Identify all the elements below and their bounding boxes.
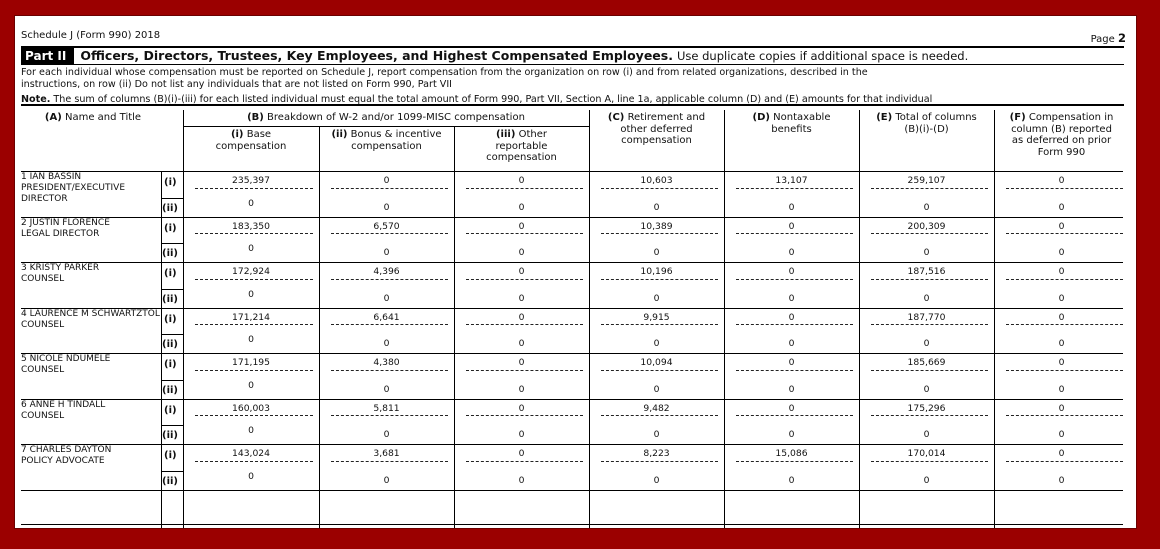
cell-f-ii: 0 bbox=[1058, 338, 1065, 350]
part-tag: Part II bbox=[21, 48, 74, 64]
row-label-i: (i) bbox=[164, 268, 177, 279]
cell-bii-ii: 0 bbox=[383, 383, 390, 395]
person-title: COUNSEL bbox=[21, 365, 65, 375]
cell-f-ii: 0 bbox=[1058, 474, 1065, 486]
cell-biii-i: 0 bbox=[518, 311, 525, 323]
cell-c-ii: 0 bbox=[653, 383, 660, 395]
cell-bii-i: 5,811 bbox=[373, 402, 400, 414]
row-label-i: (i) bbox=[164, 313, 177, 325]
dashed-separator bbox=[601, 188, 718, 189]
cell-d-ii: 0 bbox=[788, 474, 795, 486]
dashed-separator bbox=[195, 370, 313, 371]
grid-hline-label-mid bbox=[161, 380, 183, 381]
cell-biii-ii: 0 bbox=[518, 474, 525, 486]
cell-d-ii: 0 bbox=[788, 429, 795, 441]
col-d-header: (D) Nontaxable benefits bbox=[752, 112, 831, 135]
cell-c-i: 10,603 bbox=[640, 175, 673, 186]
cell-e-ii: 0 bbox=[923, 429, 930, 441]
dashed-separator bbox=[331, 415, 448, 416]
dashed-separator bbox=[466, 415, 583, 416]
cell-bii-ii: 0 bbox=[383, 429, 390, 441]
dashed-separator bbox=[601, 279, 718, 280]
cell-biii-ii: 0 bbox=[518, 429, 525, 441]
person-name: 7 CHARLES DAYTON bbox=[21, 445, 112, 455]
dashed-separator bbox=[1006, 415, 1123, 416]
dashed-separator bbox=[195, 324, 313, 325]
instructions-line-1: For each individual whose compensation must be reported on Schedule J, report compensation from the organization on row (i) and from related organizations, described in the bbox=[21, 67, 868, 78]
dashed-separator bbox=[331, 324, 448, 325]
person-name: 2 JUSTIN FLORENCE bbox=[21, 217, 110, 228]
cell-e-i: 185,669 bbox=[907, 357, 946, 368]
cell-bi-ii: 0 bbox=[248, 243, 254, 255]
cell-f-ii: 0 bbox=[1058, 247, 1065, 259]
dashed-separator bbox=[195, 279, 313, 280]
cell-c-i: 10,196 bbox=[640, 266, 673, 277]
cell-bi-ii: 0 bbox=[248, 334, 254, 346]
part-subtitle: Use duplicate copies if additional space is needed. bbox=[676, 49, 969, 63]
cell-c-ii: 0 bbox=[653, 201, 660, 213]
person-name: 3 KRISTY PARKER bbox=[21, 263, 100, 273]
dashed-separator bbox=[195, 461, 313, 462]
person-title: POLICY ADVOCATE bbox=[21, 456, 105, 466]
cell-f-ii: 0 bbox=[1058, 292, 1065, 304]
cell-c-ii: 0 bbox=[653, 247, 660, 259]
grid-hline-label-mid bbox=[161, 289, 183, 290]
dashed-separator bbox=[736, 233, 853, 234]
row-label-i: (i) bbox=[164, 450, 177, 461]
dashed-separator bbox=[1006, 370, 1123, 371]
cell-c-ii: 0 bbox=[653, 292, 660, 304]
cell-d-ii: 0 bbox=[788, 247, 795, 259]
dashed-separator bbox=[195, 188, 313, 189]
row-label-i: (i) bbox=[164, 359, 177, 370]
cell-d-i: 15,086 bbox=[775, 448, 808, 459]
cell-bi-i: 143,024 bbox=[232, 448, 270, 459]
cell-f-ii: 0 bbox=[1058, 201, 1065, 213]
grid-vline bbox=[454, 127, 455, 529]
cell-biii-ii: 0 bbox=[518, 247, 525, 259]
cell-bii-i: 0 bbox=[383, 175, 390, 186]
grid-hline-label-mid bbox=[161, 243, 183, 244]
dashed-separator bbox=[736, 370, 853, 371]
col-bii-header: (ii) Bonus & incentive compensation bbox=[331, 129, 442, 152]
cell-d-ii: 0 bbox=[788, 292, 795, 304]
person-name: 1 IAN BASSIN bbox=[21, 172, 82, 182]
dashed-separator bbox=[736, 415, 853, 416]
cell-f-ii: 0 bbox=[1058, 429, 1065, 441]
cell-bi-i: 171,214 bbox=[232, 311, 270, 323]
dashed-separator bbox=[1006, 324, 1123, 325]
part-title: Officers, Directors, Trustees, Key Employees, and Highest Compensated Employees. bbox=[80, 48, 673, 63]
dashed-separator bbox=[466, 461, 583, 462]
cell-e-ii: 0 bbox=[923, 474, 930, 486]
page-label: Page bbox=[1090, 34, 1115, 45]
dashed-separator bbox=[195, 415, 313, 416]
cell-f-i: 0 bbox=[1058, 175, 1065, 186]
dashed-separator bbox=[601, 233, 718, 234]
cell-bii-i: 3,681 bbox=[373, 448, 400, 459]
cell-e-ii: 0 bbox=[923, 292, 930, 304]
row-label-i: (i) bbox=[164, 404, 177, 416]
cell-bii-ii: 0 bbox=[383, 247, 390, 259]
row-label-i: (i) bbox=[164, 177, 177, 188]
cell-bii-i: 6,641 bbox=[373, 311, 400, 323]
cell-bi-i: 160,003 bbox=[232, 402, 270, 414]
dashed-separator bbox=[871, 279, 988, 280]
cell-biii-i: 0 bbox=[518, 266, 525, 277]
part-heading bbox=[21, 46, 1124, 65]
cell-e-i: 200,309 bbox=[907, 220, 946, 232]
dashed-separator bbox=[466, 370, 583, 371]
dashed-separator bbox=[736, 461, 853, 462]
cell-d-ii: 0 bbox=[788, 338, 795, 350]
cell-e-i: 259,107 bbox=[907, 175, 946, 186]
dashed-separator bbox=[871, 461, 988, 462]
person-title: COUNSEL bbox=[21, 274, 65, 284]
grid-hline-label-mid bbox=[161, 425, 183, 426]
grid-hline-row bbox=[21, 444, 1123, 445]
cell-c-ii: 0 bbox=[653, 338, 660, 350]
row-label-ii: (ii) bbox=[162, 248, 178, 260]
dashed-separator bbox=[601, 461, 718, 462]
cell-e-ii: 0 bbox=[923, 247, 930, 259]
cell-bii-ii: 0 bbox=[383, 474, 390, 486]
page-indicator bbox=[1091, 31, 1126, 45]
cell-bii-i: 4,396 bbox=[373, 266, 400, 277]
cell-biii-i: 0 bbox=[518, 402, 525, 414]
cell-d-i: 13,107 bbox=[775, 175, 808, 186]
person-title: COUNSEL bbox=[21, 410, 65, 421]
dashed-separator bbox=[466, 279, 583, 280]
cell-bii-i: 4,380 bbox=[373, 357, 400, 368]
note-text: The sum of columns (B)(i)-(iii) for each listed individual must equal the total amount of Form 990, Part VII, Section A, line 1a, applicable column (D) and (E) amounts for that individual bbox=[53, 94, 933, 105]
cell-biii-i: 0 bbox=[518, 357, 525, 368]
cell-bi-i: 171,195 bbox=[232, 357, 270, 368]
dashed-separator bbox=[601, 415, 718, 416]
grid-hline-header-bottom bbox=[21, 171, 1123, 172]
cell-biii-i: 0 bbox=[518, 220, 525, 232]
cell-f-ii: 0 bbox=[1058, 383, 1065, 395]
row-label-ii: (ii) bbox=[162, 475, 178, 487]
cell-biii-ii: 0 bbox=[518, 292, 525, 304]
cell-c-i: 8,223 bbox=[643, 448, 670, 459]
dashed-separator bbox=[871, 188, 988, 189]
dashed-separator bbox=[1006, 461, 1123, 462]
dashed-separator bbox=[1006, 188, 1123, 189]
cell-f-i: 0 bbox=[1058, 220, 1065, 232]
cell-e-i: 170,014 bbox=[907, 448, 946, 459]
cell-f-i: 0 bbox=[1058, 311, 1065, 323]
dashed-separator bbox=[331, 188, 448, 189]
dashed-separator bbox=[1006, 233, 1123, 234]
dashed-separator bbox=[871, 415, 988, 416]
person-name: 6 ANNE H TINDALL bbox=[21, 399, 106, 410]
col-c-header: (C) Retirement and other deferred compensation bbox=[607, 112, 706, 146]
dashed-separator bbox=[331, 370, 448, 371]
cell-f-i: 0 bbox=[1058, 402, 1065, 414]
grid-hline-blank bbox=[21, 524, 1123, 525]
cell-d-i: 0 bbox=[788, 220, 795, 232]
grid-hline-row bbox=[21, 308, 1123, 309]
cell-e-i: 175,296 bbox=[907, 402, 946, 414]
cell-c-ii: 0 bbox=[653, 474, 660, 486]
cell-bi-ii: 0 bbox=[248, 288, 254, 300]
cell-c-ii: 0 bbox=[653, 429, 660, 441]
cell-e-i: 187,770 bbox=[907, 311, 946, 323]
grid-hline-row bbox=[21, 262, 1123, 263]
dashed-separator bbox=[331, 233, 448, 234]
grid-hline-row bbox=[21, 217, 1123, 218]
cell-e-ii: 0 bbox=[923, 383, 930, 395]
col-biii-header: (iii) Other reportable compensation bbox=[486, 129, 557, 163]
cell-biii-i: 0 bbox=[518, 175, 525, 186]
dashed-separator bbox=[1006, 279, 1123, 280]
cell-e-ii: 0 bbox=[923, 338, 930, 350]
person-title: COUNSEL bbox=[21, 319, 65, 330]
cell-c-i: 10,094 bbox=[640, 357, 673, 368]
cell-bii-ii: 0 bbox=[383, 292, 390, 304]
row-label-ii: (ii) bbox=[162, 293, 178, 305]
cell-biii-ii: 0 bbox=[518, 338, 525, 350]
dashed-separator bbox=[466, 188, 583, 189]
schedule-label: Schedule J (Form 990) 2018 bbox=[21, 30, 161, 41]
dashed-separator bbox=[601, 370, 718, 371]
cell-biii-ii: 0 bbox=[518, 383, 525, 395]
cell-f-i: 0 bbox=[1058, 448, 1065, 459]
person-name: 4 LAURENCE M SCHWARTZTOL bbox=[21, 308, 160, 319]
cell-bi-i: 183,350 bbox=[232, 220, 270, 232]
cell-bi-ii: 0 bbox=[248, 425, 254, 437]
cell-bi-ii: 0 bbox=[248, 470, 254, 482]
grid-hline-label-mid bbox=[161, 471, 183, 472]
grid-hline-b-sub bbox=[183, 126, 589, 127]
dashed-separator bbox=[195, 233, 313, 234]
cell-biii-i: 0 bbox=[518, 448, 525, 459]
page-header bbox=[21, 30, 1130, 44]
cell-bii-ii: 0 bbox=[383, 338, 390, 350]
person-name: 5 NICOLE NDUMELE bbox=[21, 354, 111, 364]
dashed-separator bbox=[466, 324, 583, 325]
grid-vline bbox=[319, 127, 320, 529]
col-f-header: (F) Compensation in column (B) reported as deferred on prior Form 990 bbox=[1009, 112, 1114, 158]
form-page bbox=[14, 15, 1137, 529]
dashed-separator bbox=[466, 233, 583, 234]
cell-c-i: 9,915 bbox=[643, 311, 670, 323]
cell-d-i: 0 bbox=[788, 266, 795, 277]
cell-f-i: 0 bbox=[1058, 266, 1065, 277]
instructions-line-2: instructions, on row (ii) Do not list any individuals that are not listed on Form 990, Part VII bbox=[21, 79, 452, 90]
cell-bi-i: 172,924 bbox=[232, 266, 270, 277]
cell-bii-i: 6,570 bbox=[373, 220, 400, 232]
cell-biii-ii: 0 bbox=[518, 201, 525, 213]
col-e-header: (E) Total of columns (B)(i)-(D) bbox=[876, 112, 977, 135]
row-label-ii: (ii) bbox=[162, 339, 178, 351]
note-label: Note. bbox=[21, 94, 51, 105]
cell-d-i: 0 bbox=[788, 311, 795, 323]
col-bi-header: (i) Base compensation bbox=[215, 129, 287, 152]
person-title: LEGAL DIRECTOR bbox=[21, 228, 100, 239]
grid-hline-row bbox=[21, 490, 1123, 491]
cell-e-ii: 0 bbox=[923, 201, 930, 213]
grid-hline-row bbox=[21, 353, 1123, 354]
grid-hline-row bbox=[21, 399, 1123, 400]
col-b-header: (B) Breakdown of W-2 and/or 1099-MISC compensation bbox=[247, 112, 525, 123]
cell-bi-i: 235,397 bbox=[232, 175, 270, 186]
cell-c-i: 9,482 bbox=[643, 402, 670, 414]
row-label-ii: (ii) bbox=[162, 384, 178, 396]
col-a-header: (A) Name and Title bbox=[44, 112, 142, 123]
dashed-separator bbox=[331, 279, 448, 280]
dashed-separator bbox=[871, 233, 988, 234]
instructions bbox=[21, 67, 1124, 91]
cell-d-i: 0 bbox=[788, 402, 795, 414]
cell-bi-ii: 0 bbox=[248, 197, 254, 209]
row-label-ii: (ii) bbox=[162, 202, 178, 214]
person-title: PRESIDENT/EXECUTIVE DIRECTOR bbox=[21, 183, 126, 204]
dashed-separator bbox=[601, 324, 718, 325]
cell-f-i: 0 bbox=[1058, 357, 1065, 368]
row-label-ii: (ii) bbox=[162, 430, 178, 442]
row-label-i: (i) bbox=[164, 222, 177, 234]
cell-bii-ii: 0 bbox=[383, 201, 390, 213]
cell-d-ii: 0 bbox=[788, 201, 795, 213]
cell-d-ii: 0 bbox=[788, 383, 795, 395]
dashed-separator bbox=[331, 461, 448, 462]
cell-c-i: 10,389 bbox=[640, 220, 673, 232]
grid-hline-label-mid bbox=[161, 198, 183, 199]
dashed-separator bbox=[736, 188, 853, 189]
cell-e-i: 187,516 bbox=[907, 266, 946, 277]
cell-bi-ii: 0 bbox=[248, 379, 254, 391]
dashed-separator bbox=[736, 279, 853, 280]
dashed-separator bbox=[736, 324, 853, 325]
grid-hline-label-mid bbox=[161, 334, 183, 335]
page-number: 2 bbox=[1117, 31, 1126, 45]
cell-d-i: 0 bbox=[788, 357, 795, 368]
note bbox=[21, 94, 1124, 106]
dashed-separator bbox=[871, 370, 988, 371]
dashed-separator bbox=[871, 324, 988, 325]
